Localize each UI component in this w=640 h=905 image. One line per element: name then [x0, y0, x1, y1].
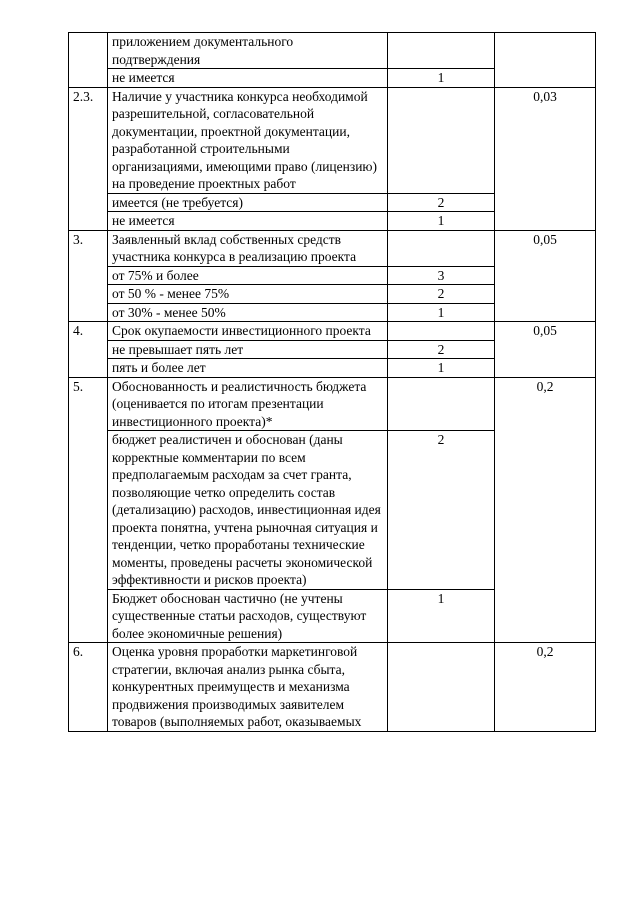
table-row [69, 230, 596, 266]
option-text: не имеется [108, 69, 388, 88]
criterion-weight: 0,05 [495, 230, 596, 322]
criterion-number: 3. [69, 230, 108, 322]
criterion-text: Срок окупаемости инвестиционного проекта [108, 322, 388, 341]
option-score: 1 [388, 212, 495, 231]
criterion-weight: 0,05 [495, 322, 596, 378]
criterion-text: приложением документального подтверждения [108, 33, 388, 69]
option-score: 2 [388, 431, 495, 590]
criterion-text: Заявленный вклад собственных средств участника конкурса в реализацию проекта [108, 230, 388, 266]
option-score: 1 [388, 589, 495, 643]
criterion-text: Оценка уровня проработки маркетинговой стратегии, включая анализ рынка сбыта, конкурентных преимуществ и механизма продвижения производимых заявителем товаров (выполняемых работ, оказываемых [108, 643, 388, 732]
criterion-number: 4. [69, 322, 108, 378]
option-text: не превышает пять лет [108, 340, 388, 359]
option-score: 2 [388, 193, 495, 212]
criterion-text: Обоснованность и реалистичность бюджета (оценивается по итогам презентации инвестиционного проекта)* [108, 377, 388, 431]
criterion-weight: 0,03 [495, 87, 596, 230]
option-score: 1 [388, 303, 495, 322]
option-score: 3 [388, 266, 495, 285]
table-row [69, 33, 596, 69]
option-text: бюджет реалистичен и обоснован (даны корректные комментарии по всем предполагаемым расходам за счет гранта, позволяющие четко определить состав (детализацию) расходов, инвестиционная идея проекта понятна, учтена рыночная ситуация и тенденции, четко проработаны технические моменты, проведены расчеты экономической эффективности и рисков проекта) [108, 431, 388, 590]
criterion-number: 2.3. [69, 87, 108, 230]
table-row [69, 377, 596, 431]
option-text: от 50 % - менее 75% [108, 285, 388, 304]
criterion-number: 5. [69, 377, 108, 643]
criterion-text: Наличие у участника конкурса необходимой разрешительной, согласовательной документации, проектной документации, разработанной строительными организациями, имеющими право (лицензию) на проведение проектных работ [108, 87, 388, 193]
criterion-weight: 0,2 [495, 377, 596, 643]
option-text: от 30% - менее 50% [108, 303, 388, 322]
table-row [69, 87, 596, 193]
option-score: 1 [388, 359, 495, 378]
criterion-number [69, 33, 108, 88]
criterion-number: 6. [69, 643, 108, 732]
option-text: не имеется [108, 212, 388, 231]
option-score: 1 [388, 69, 495, 88]
table-row [69, 322, 596, 341]
option-text: пять и более лет [108, 359, 388, 378]
option-text: Бюджет обоснован частично (не учтены существенные статьи расходов, существуют более экономичные решения) [108, 589, 388, 643]
option-score: 2 [388, 340, 495, 359]
criterion-weight: 0,2 [495, 643, 596, 732]
criteria-table [68, 32, 596, 732]
criterion-weight [495, 33, 596, 88]
table-row [69, 643, 596, 732]
option-text: от 75% и более [108, 266, 388, 285]
option-score: 2 [388, 285, 495, 304]
option-text: имеется (не требуется) [108, 193, 388, 212]
